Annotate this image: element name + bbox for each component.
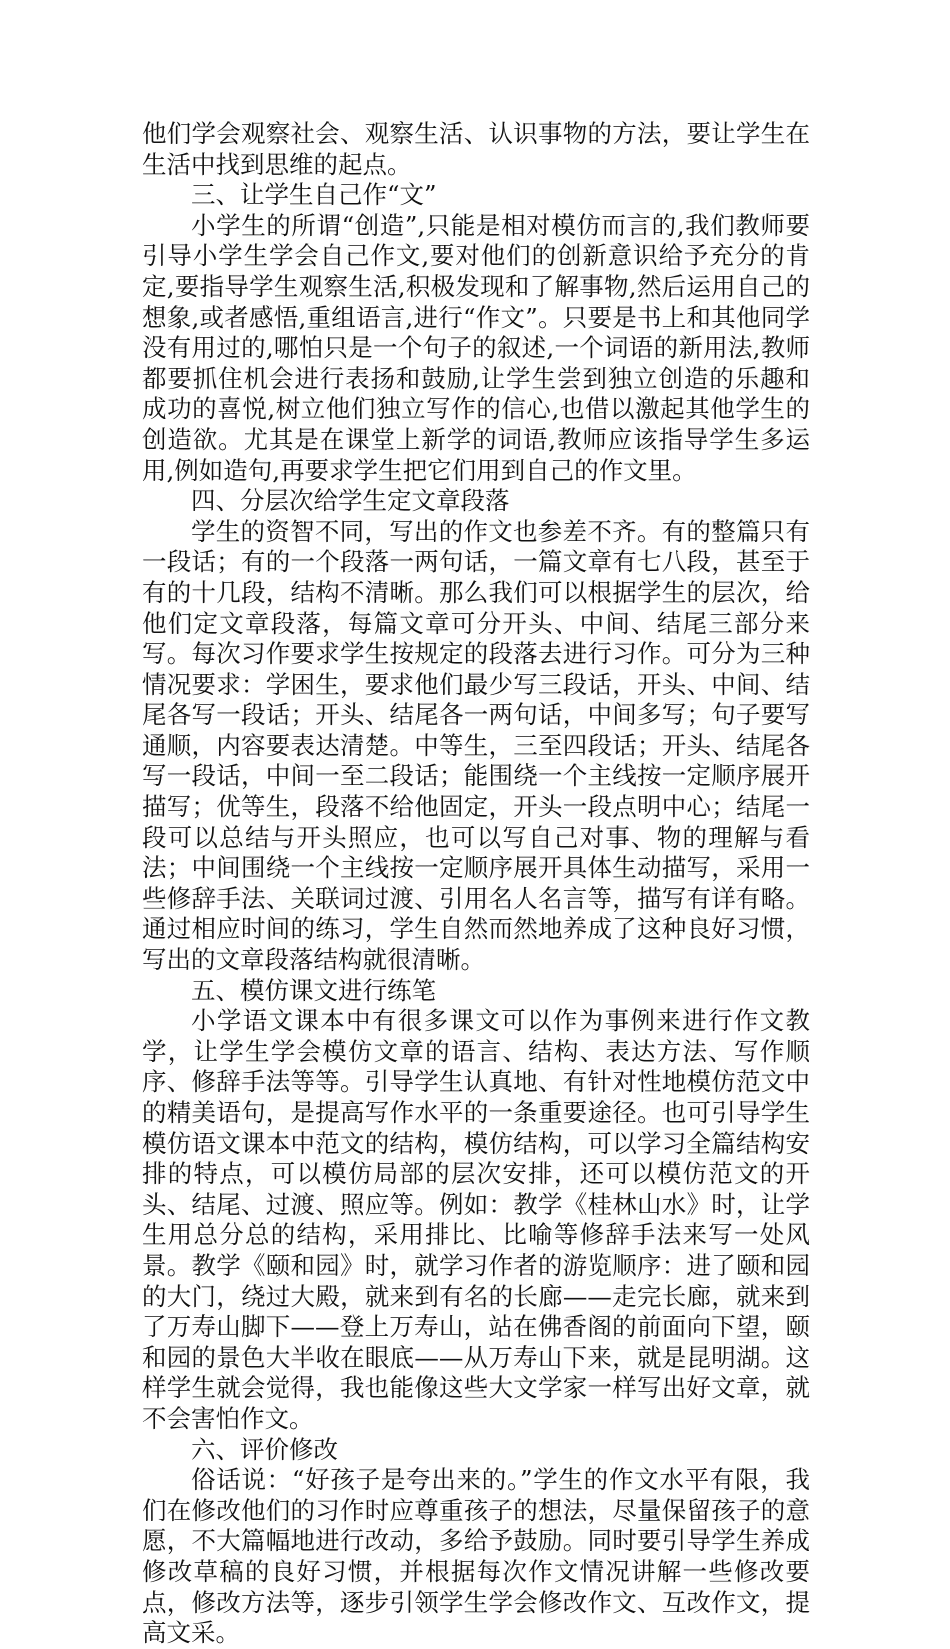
section-4-paragraph: 学生的资智不同，写出的作文也参差不齐。有的整篇只有一段话；有的一个段落一两句话，一篇文章有七八段，甚至于有的十几段，结构不清晰。那么我们可以根据学生的层次，给他们定文章段落，每篇文章可分开头、中间、结尾三部分来写。每次习作要求学生按规定的段落去进行习作。可分为三种情况要求：学困生，要求他们最少写三段话，开头、中间、结尾各写一段话；开头、结尾各一两句话，中间多写；句子要写通顺，内容要表达清楚。中等生，三至四段话；开头、结尾各写一段话，中间一至二段话；能围绕一个主线按一定顺序展开描写；优等生，段落不给他固定，开头一段点明中心；结尾一段可以总结与开头照应，也可以写自己对事、物的理解与看法；中间围绕一个主线按一定顺序展开具体生动描写，采用一些修辞手法、关联词过渡、引用名人名言等，描写有详有略。通过相应时间的练习，学生自然而然地养成了这种良好习惯，写出的文章段落结构就很清晰。	[142, 516, 810, 975]
paragraph-continuation: 他们学会观察社会、观察生活、认识事物的方法，要让学生在生活中找到思维的起点。	[142, 119, 810, 179]
section-5-paragraph: 小学语文课本中有很多课文可以作为事例来进行作文教学，让学生学会模仿文章的语言、结构、表达方法、写作顺序、修辞手法等等。引导学生认真地、有针对性地模仿范文中的精美语句，是提高写作水平的一条重要途径。也可引导学生模仿语文课本中范文的结构，模仿结构，可以学习全篇结构安排的特点，可以模仿局部的层次安排，还可以模仿范文的开头、结尾、过渡、照应等。例如：教学《桂林山水》时，让学生用总分总的结构，采用排比、比喻等修辞手法来写一处风景。教学《颐和园》时，就学习作者的游览顺序：进了颐和园的大门，绕过大殿，就来到有名的长廊——走完长廊，就来到了万寿山脚下——登上万寿山，站在佛香阁的前面向下望，颐和园的景色大半收在眼底——从万寿山下来，就是昆明湖。这样学生就会觉得，我也能像这些大文学家一样写出好文章，就不会害怕作文。	[142, 1006, 810, 1433]
document-page	[142, 119, 810, 1649]
section-heading-6: 六、评价修改	[191, 1434, 338, 1464]
section-heading-4: 四、分层次给学生定文章段落	[191, 486, 510, 516]
section-6-paragraph: 俗话说：“好孩子是夸出来的。”学生的作文水平有限，我们在修改他们的习作时应尊重孩子的想法，尽量保留孩子的意愿，不大篇幅地进行改动，多给予鼓励。同时要引导学生养成修改草稿的良好习惯，并根据每次作文情况讲解一些修改要点，修改方法等，逐步引领学生学会修改作文、互改作文，提高文采。	[142, 1465, 810, 1648]
section-3-paragraph: 小学生的所谓“创造”,只能是相对模仿而言的,我们教师要引导小学生学会自己作文,要对他们的创新意识给予充分的肯定,要指导学生观察生活,积极发现和了解事物,然后运用自己的想象,或者感悟,重组语言,进行“作文”。只要是书上和其他同学没有用过的,哪怕只是一个句子的叙述,一个词语的新用法,教师都要抓住机会进行表扬和鼓励,让学生尝到独立创造的乐趣和成功的喜悦,树立他们独立写作的信心,也借以激起其他学生的创造欲。尤其是在课堂上新学的词语,教师应该指导学生多运用,例如造句,再要求学生把它们用到自己的作文里。	[142, 210, 810, 485]
section-heading-5: 五、模仿课文进行练笔	[191, 975, 436, 1005]
section-heading-3: 三、让学生自己作“文”	[191, 180, 437, 210]
